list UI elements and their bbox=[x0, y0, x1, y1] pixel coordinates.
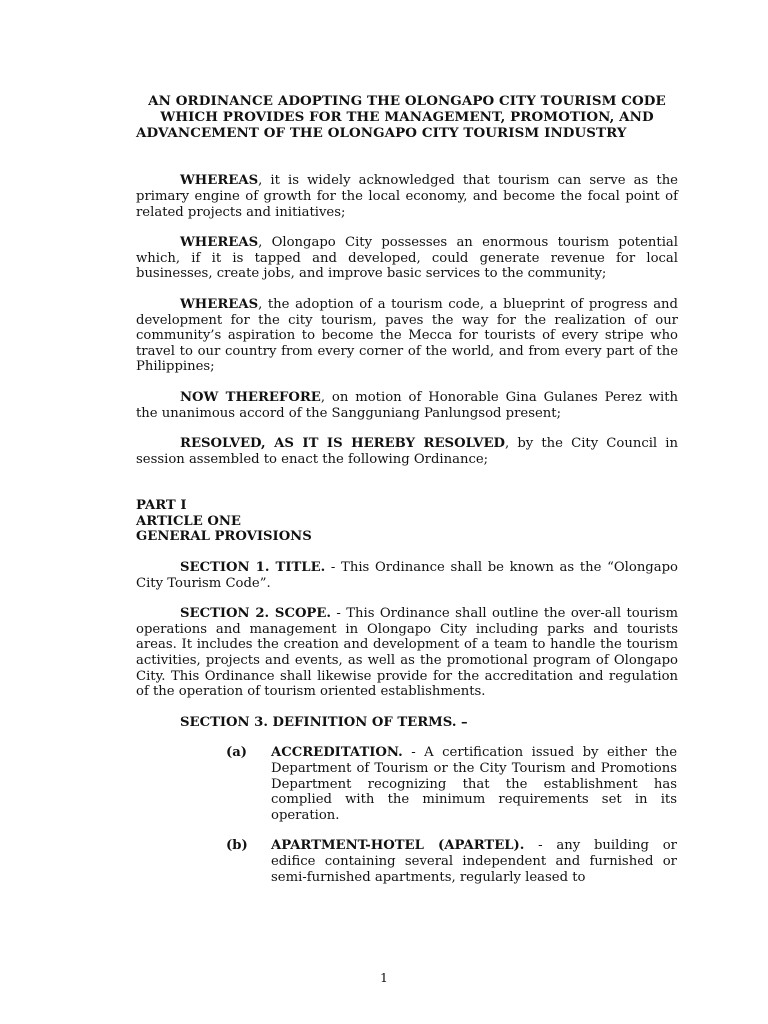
whereas-text: , it is widely acknowledged that tourism can serve as the primary engine of growth for the local economy, and become the focal point of related projects and initiatives; bbox=[136, 173, 678, 220]
article-heading: ARTICLE ONE bbox=[136, 513, 241, 529]
document-page bbox=[136, 94, 678, 885]
definition-term: ACCREDITATION. bbox=[271, 745, 403, 761]
definition-text: - any building or edifice containing several independent and furnished or semi-furnished apartments, regularly leased to bbox=[271, 838, 677, 885]
section-1-text: - This Ordinance shall be known as the “Olongapo City Tourism Code”. bbox=[136, 560, 678, 591]
resolved-paragraph bbox=[136, 436, 678, 467]
resolved-lead: RESOLVED, AS IT IS HEREBY RESOLVED bbox=[180, 436, 505, 452]
definition-list bbox=[136, 745, 678, 885]
section-2-heading: SECTION 2. SCOPE. bbox=[180, 606, 331, 622]
definition-text: - A certification issued by either the Department of Tourism or the City Tourism and Promotions Department recognizing that the establishment has complied with the minimum requirements set in its operation. bbox=[271, 745, 677, 823]
definition-item bbox=[136, 838, 678, 885]
definition-label: (a) bbox=[226, 745, 248, 761]
section-1-heading: SECTION 1. TITLE. bbox=[180, 560, 326, 576]
whereas-text: , Olongapo City possesses an enormous tourism potential which, if it is tapped and developed, could generate revenue for local businesses, create jobs, and improve basic services to the community; bbox=[136, 235, 678, 282]
definition-label: (b) bbox=[226, 838, 248, 854]
definition-body bbox=[271, 745, 677, 823]
definition-term: APARTMENT-HOTEL (APARTEL). bbox=[271, 838, 525, 854]
part-heading: PART I bbox=[136, 498, 187, 514]
whereas-paragraph-1 bbox=[136, 173, 678, 220]
section-3-heading: SECTION 3. DEFINITION OF TERMS. – bbox=[180, 714, 468, 730]
section-2 bbox=[136, 606, 678, 700]
resolved-text: , by the City Council in session assembled to enact the following Ordinance; bbox=[136, 436, 678, 467]
document-title: AN ORDINANCE ADOPTING THE OLONGAPO CITY TOURISM CODE WHICH PROVIDES FOR THE MANAGEMENT, PROMOTION, AND ADVANCEMENT OF THE OLONGAPO CITY TOURISM INDUSTRY bbox=[136, 93, 666, 141]
section-1 bbox=[136, 560, 678, 591]
definition-item bbox=[136, 745, 678, 823]
article-title: GENERAL PROVISIONS bbox=[136, 529, 312, 545]
now-therefore-text: , on motion of Honorable Gina Gulanes Perez with the unanimous accord of the Sangguniang Panlungsod present; bbox=[136, 389, 678, 421]
section-2-text: - This Ordinance shall outline the over-all tourism operations and management in Olongapo City including parks and tourists areas. It includes the creation and development of a team to handle the tourism activities, projects and events, as well as the promotional program of Olongapo City. This Ordinance shall likewise provide for the accreditation and regulation of the operation of tourism oriented establishments. bbox=[136, 606, 678, 700]
whereas-lead: WHEREAS bbox=[180, 173, 259, 189]
page-number: 1 bbox=[380, 970, 388, 985]
whereas-paragraph-2 bbox=[136, 235, 678, 282]
now-therefore-lead: NOW THEREFORE bbox=[180, 389, 321, 405]
whereas-paragraph-3 bbox=[136, 297, 678, 375]
whereas-lead: WHEREAS bbox=[180, 235, 259, 251]
whereas-lead: WHEREAS bbox=[180, 296, 259, 312]
now-therefore-paragraph bbox=[136, 390, 678, 421]
whereas-text: , the adoption of a tourism code, a blueprint of progress and development for the city tourism, paves the way for the realization of our community’s aspiration to become the Mecca for tourists of every stripe who travel to our country from every corner of the world, and from every part of the Philippines; bbox=[136, 296, 678, 375]
definition-body bbox=[271, 838, 677, 885]
